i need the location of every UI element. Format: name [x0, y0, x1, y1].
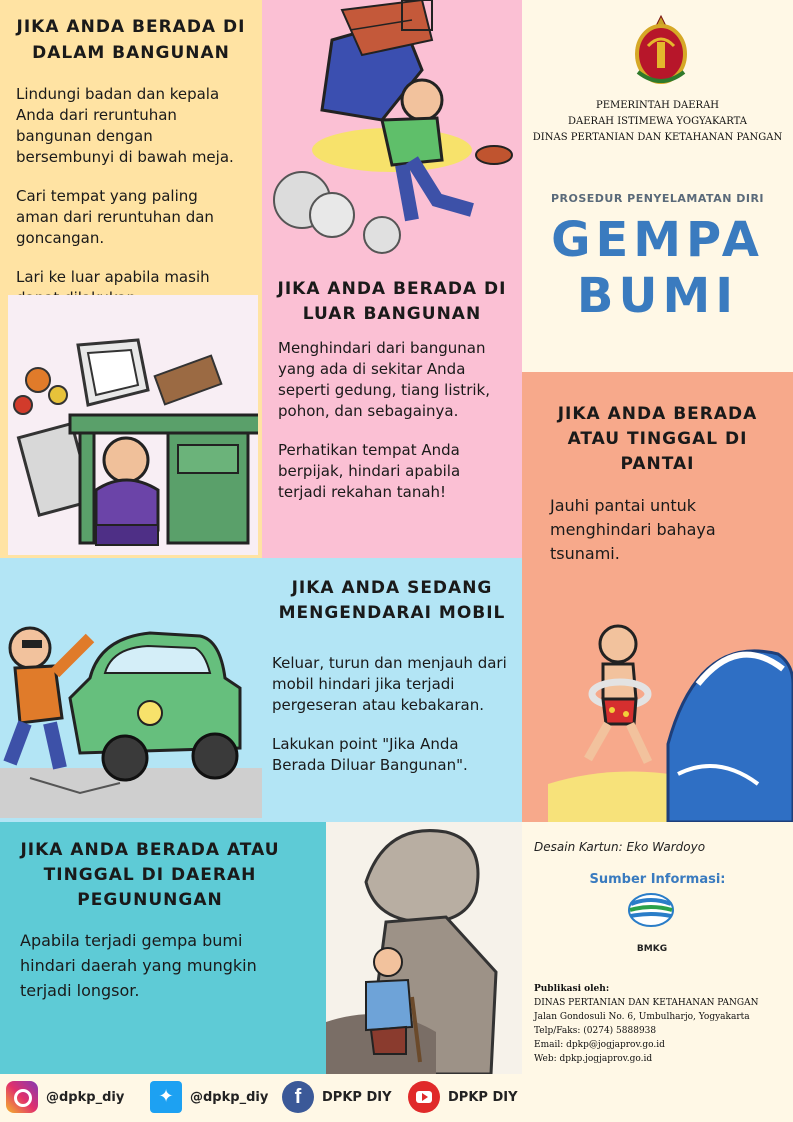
title-line2: BUMI [576, 268, 739, 324]
source-label: Sumber Informasi: [589, 872, 726, 887]
inside-body [16, 84, 241, 327]
car-paragraph-1: Keluar, turun dan menjauh dari mobil hindari jika terjadi pergeseran atau kebakaran. [272, 654, 507, 714]
bmkg-logo [626, 892, 676, 932]
outside-heading-line1: JIKA ANDA BERADA DI [277, 279, 507, 299]
inside-heading-line2: DALAM BANGUNAN [32, 43, 230, 63]
beach-paragraph-1: Jauhi pantai untuk menghindari bahaya tsunami. [550, 496, 716, 563]
facebook-handle: DPKP DIY [322, 1089, 392, 1105]
pub-org: DINAS PERTANIAN DAN KETAHANAN PANGAN [534, 998, 759, 1008]
social-facebook[interactable] [282, 1081, 392, 1113]
beach-heading-line1: JIKA ANDA BERADA [557, 404, 758, 424]
mountain-heading-line2: TINGGAL DI DAERAH [43, 865, 257, 885]
mountain-heading-line3: PEGUNUNGAN [77, 890, 223, 910]
mountain-body [20, 928, 290, 1021]
pub-web: Web: dpkp.jogjaprov.go.id [534, 1054, 653, 1064]
youtube-icon [408, 1081, 440, 1113]
cartoon-person-running-from-wall [262, 0, 522, 258]
outside-body [278, 338, 508, 521]
panel-credits [522, 822, 793, 1074]
twitter-handle: @dpkp_diy [190, 1089, 269, 1105]
mountain-paragraph-1: Apabila terjadi gempa bumi hindari daerah yang mungkin terjadi longsor. [20, 931, 257, 1000]
social-bar [0, 1074, 793, 1122]
inside-heading-line1: JIKA ANDA BERADA DI [16, 17, 246, 37]
pub-label: Publikasi oleh: [534, 984, 610, 994]
publisher-info [534, 982, 789, 1066]
design-credit: Desain Kartun: Eko Wardoyo [534, 840, 706, 854]
gov-line1: PEMERINTAH DAERAH [595, 100, 720, 111]
panel-car [0, 558, 522, 822]
outside-paragraph-1: Menghindari dari bangunan yang ada di sekitar Anda seperti gedung, tiang listrik, pohon, dan sebagainya. [278, 339, 490, 420]
beach-heading-line2: ATAU TINGGAL DI [567, 429, 748, 449]
panel-mountain [0, 822, 522, 1074]
panel-header [522, 0, 793, 372]
inside-paragraph-2: Cari tempat yang paling aman dari reruntuhan dan goncangan. [16, 187, 214, 247]
facebook-icon: f [282, 1081, 314, 1113]
bmkg-text: BMKG [636, 944, 668, 954]
cartoon-elder-under-boulder [326, 822, 522, 1074]
panel-inside-building [0, 0, 262, 558]
cartoon-person-under-desk [8, 295, 258, 555]
panel-beach [522, 372, 793, 822]
outside-heading [262, 277, 522, 327]
social-instagram[interactable] [6, 1081, 124, 1113]
panel-outside-building [262, 0, 522, 558]
beach-heading-line3: PANTAI [620, 454, 695, 474]
inside-paragraph-1: Lindungi badan dan kepala Anda dari reruntuhan bangunan dengan bersembunyi di bawah meja. [16, 85, 234, 166]
social-twitter[interactable] [150, 1081, 268, 1113]
twitter-icon: ✦ [150, 1081, 182, 1113]
car-heading [262, 576, 522, 626]
car-heading-line1: JIKA ANDA SEDANG [291, 578, 493, 598]
pub-email: Email: dpkp@jogjaprov.go.id [534, 1040, 665, 1050]
inside-paragraph-3: Lari ke luar apabila masih [16, 268, 210, 286]
pub-phone: Telp/Faks: (0274) 5888938 [534, 1026, 657, 1036]
inside-heading [0, 14, 262, 66]
cartoon-person-leaving-car [0, 578, 262, 818]
mountain-heading [0, 838, 300, 913]
cartoon-person-fleeing-tsunami [548, 594, 793, 822]
government-text [522, 98, 793, 146]
pub-address: Jalan Gondosuli No. 6, Umbulharjo, Yogyakarta [534, 1012, 750, 1022]
car-paragraph-2: Lakukan point "Jika Anda Berada Diluar Bangunan". [272, 735, 468, 774]
car-heading-line2: MENGENDARAI MOBIL [278, 603, 506, 623]
social-youtube[interactable] [408, 1081, 518, 1113]
beach-heading [522, 402, 793, 477]
main-title [522, 212, 793, 324]
instagram-handle: @dpkp_diy [46, 1089, 125, 1105]
gov-line2: DAERAH ISTIMEWA YOGYAKARTA [568, 116, 747, 127]
instagram-icon [6, 1081, 38, 1113]
diy-crest [630, 12, 692, 90]
gov-line3: DINAS PERTANIAN DAN KETAHANAN PANGAN [532, 132, 783, 143]
outside-paragraph-2: Perhatikan tempat Anda berpijak, hindari apabila terjadi rekahan tanah! [278, 441, 461, 501]
car-body [272, 653, 512, 794]
beach-body [550, 494, 780, 584]
subtitle: PROSEDUR PENYELAMATAN DIRI [550, 192, 765, 205]
youtube-handle: DPKP DIY [448, 1089, 518, 1105]
mountain-heading-line1: JIKA ANDA BERADA ATAU [20, 840, 280, 860]
title-line1: GEMPA [551, 212, 764, 268]
outside-heading-line2: LUAR BANGUNAN [302, 304, 482, 324]
